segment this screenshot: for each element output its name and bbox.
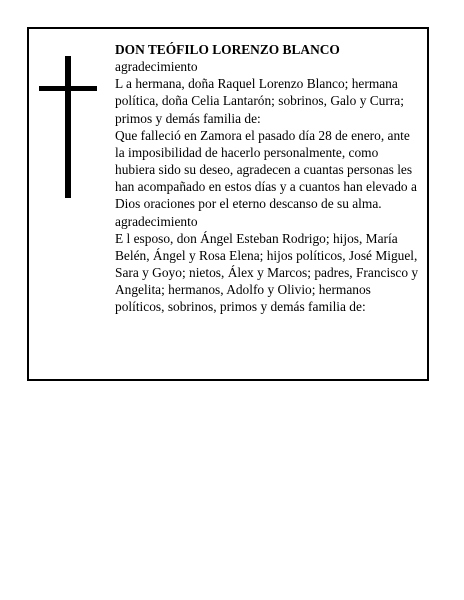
acknowledgement-heading: agradecimiento xyxy=(115,59,198,75)
cross-vertical-bar xyxy=(65,56,71,198)
latin-cross-icon xyxy=(39,56,97,198)
family-paragraph-second: E l esposo, don Ángel Esteban Rodrigo; hijos, María Belén, Ángel y Rosa Elena; hijos políticos, José Miguel, Sara y Goyo; nietos, Álex y Marcos; padres, Francisco y Angelita; hermanos, Adolfo y Olivio; hermanos políticos, sobrinos, primos y demás familia de: xyxy=(115,230,419,315)
family-paragraph: L a hermana, doña Raquel Lorenzo Blanco; hermana política, doña Celia Lantarón; sobrinos, Galo y Curra; primos y demás familia de: xyxy=(115,76,404,126)
obituary-notice xyxy=(27,27,429,381)
deceased-name: DON TEÓFILO LORENZO BLANCO xyxy=(115,42,340,57)
acknowledgement-heading-second: agradecimiento xyxy=(115,213,198,229)
notice-text xyxy=(115,41,421,316)
thanks-paragraph: Que falleció en Zamora el pasado día 28 de enero, ante la imposibilidad de hacerlo personalmente, como hubiera sido su deseo, agradecen a cuantas personas les han acompañado en estos días y a cuantos han elevado a Dios oraciones por el eterno descanso de su alma. xyxy=(115,127,417,212)
cross-horizontal-bar xyxy=(39,86,97,91)
